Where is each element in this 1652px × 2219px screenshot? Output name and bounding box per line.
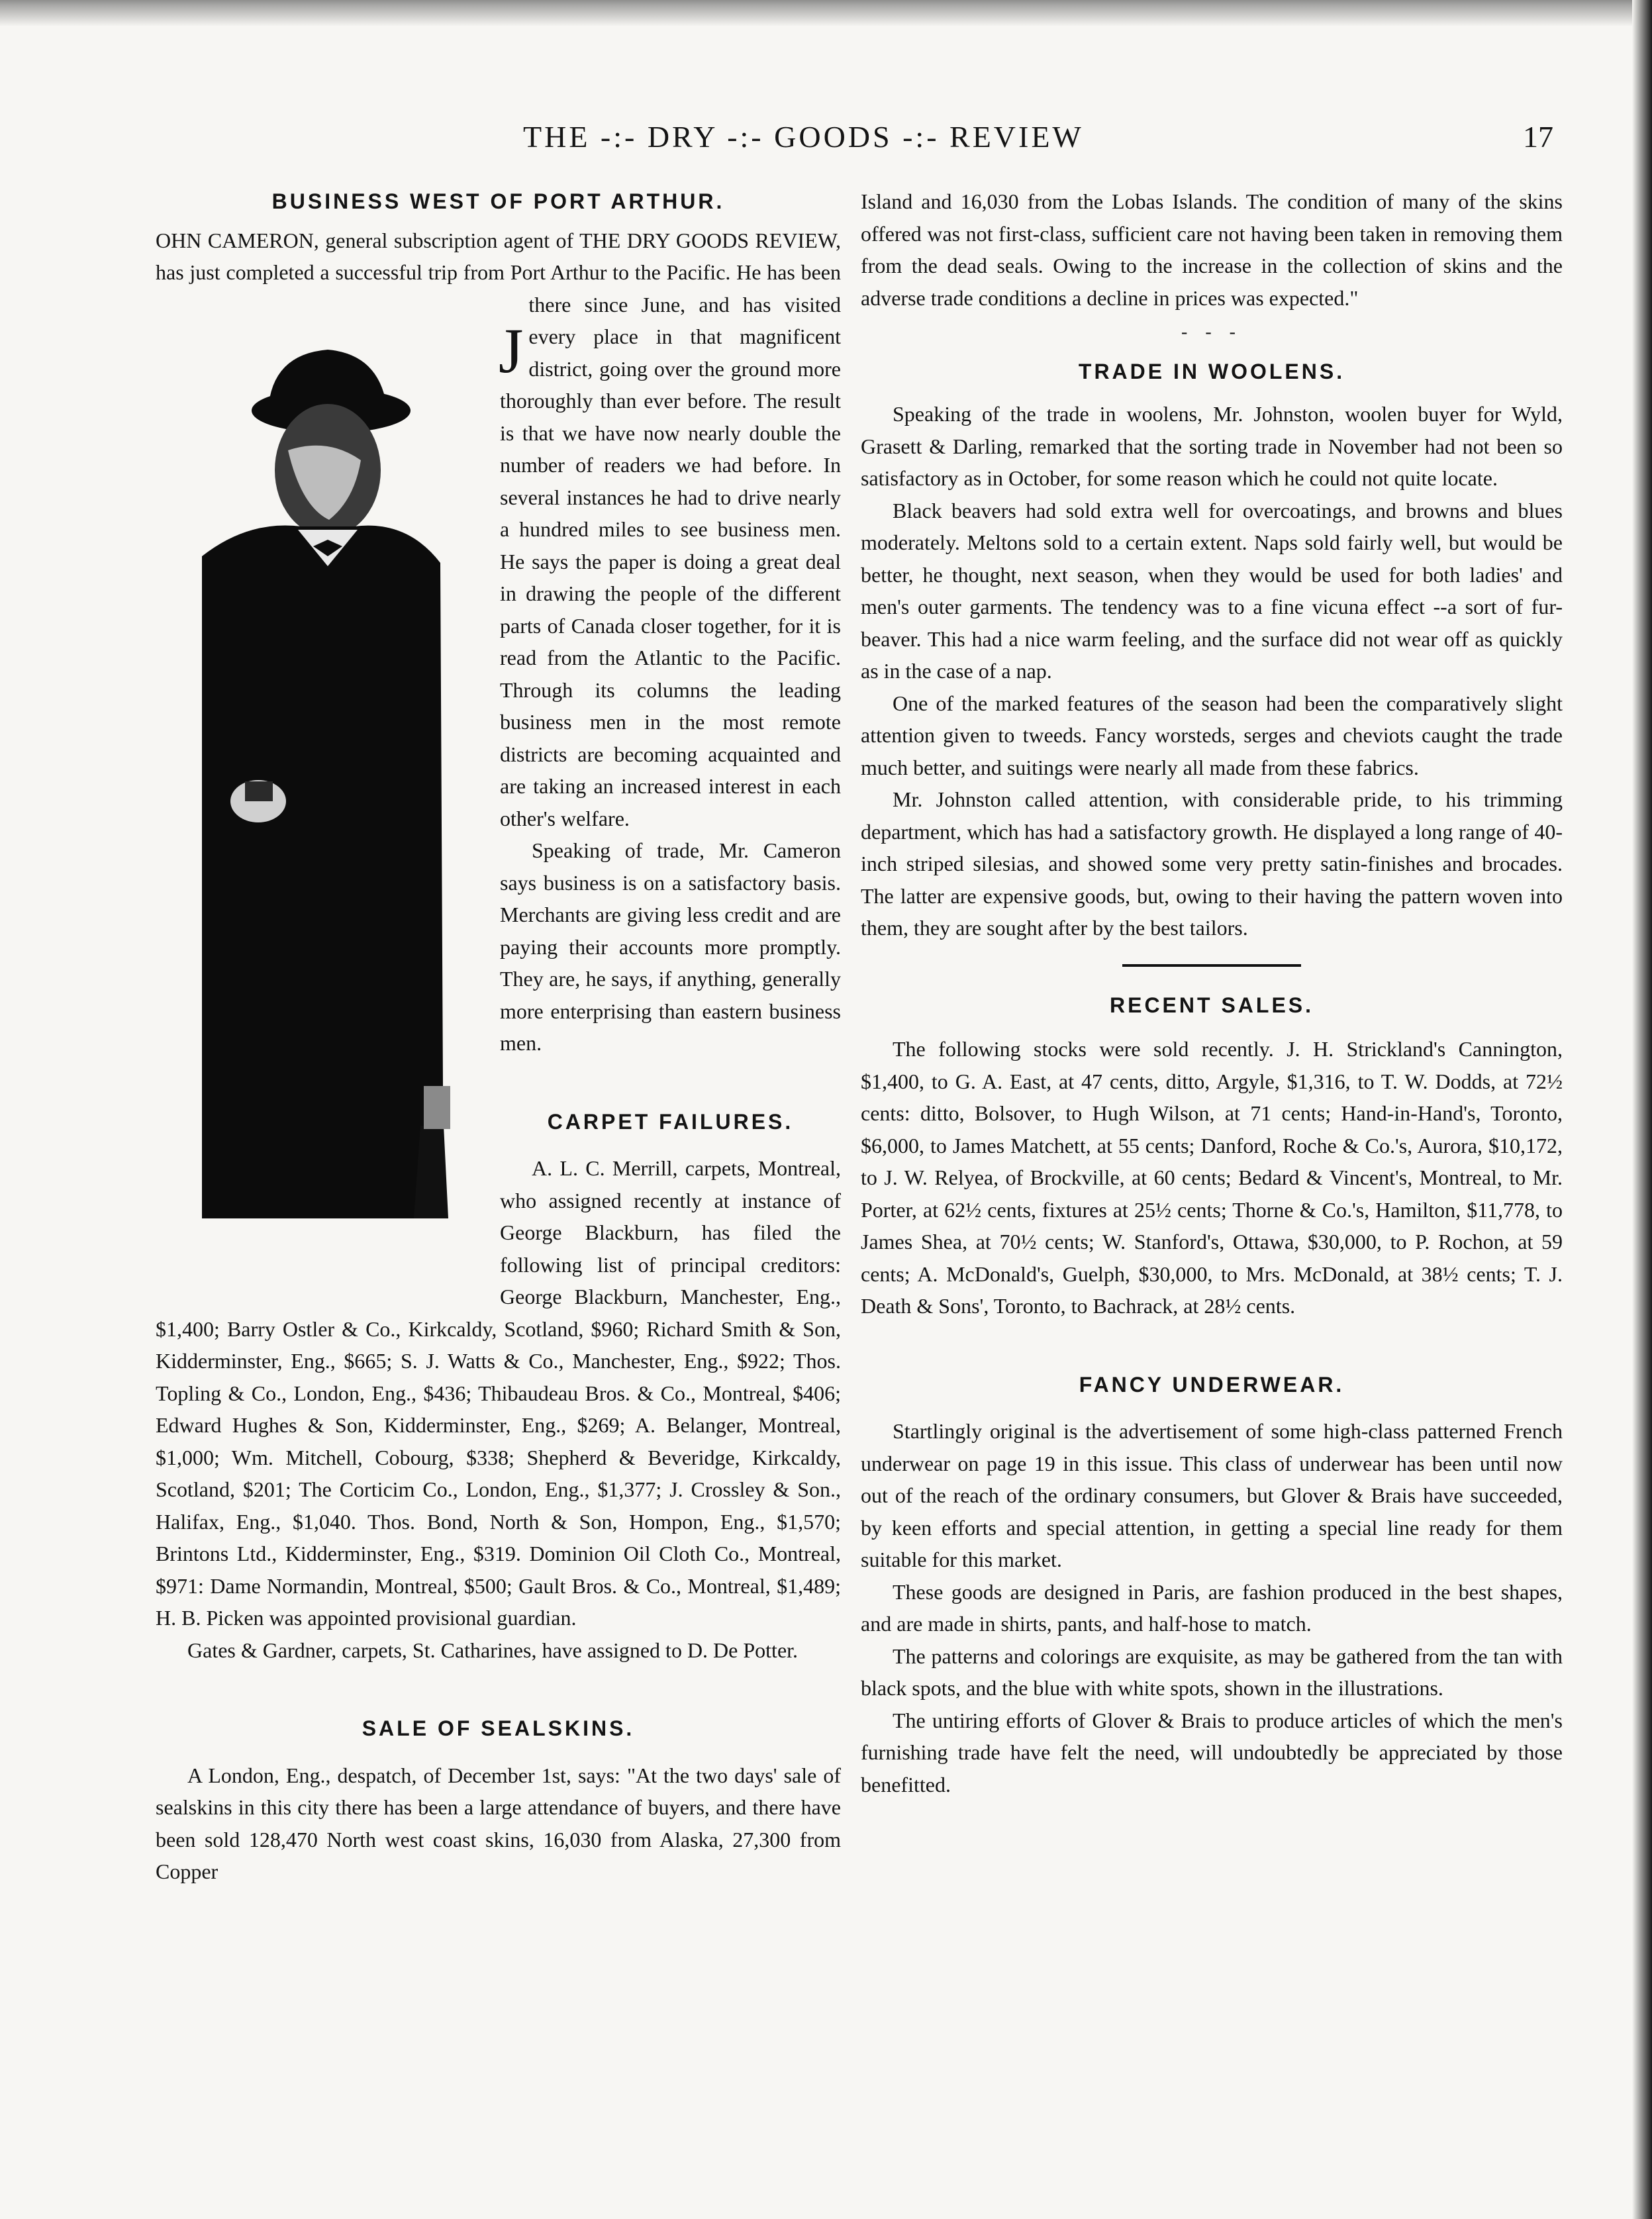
trade-woolens-paragraph-4: Mr. Johnston called attention, with considerable pride, to his trimming department, which has had a satisfactory growth. He displayed a long range of 40-inch striped silesias, and showed some very pretty satin-finishes and brocades. The latter are expensive goods, but, owing to their having the pattern woven into them, they are sought after by the best tailors. (861, 787, 1563, 940)
drop-cap: J (499, 315, 524, 386)
portrait-photo (142, 338, 487, 1225)
right-column (861, 185, 1563, 1800)
heading-fancy-underwear: FANCY UNDERWEAR. (1079, 1372, 1345, 1397)
fancy-underwear-paragraph-3: The patterns and colorings are exquisite, as may be gathered from the tan with black spots, and the blue with white spots, shown in the illustrations. (861, 1644, 1563, 1700)
section-rule (1122, 964, 1301, 967)
business-west-paragraph-2: Speaking of trade, Mr. Cameron says business is on a satisfactory basis. Merchants are giving less credit and are paying their accounts more promptly. They are, he says, if anything, generally more enterprising than eastern business men. (500, 838, 841, 1055)
heading-trade-woolens: TRADE IN WOOLENS. (1078, 359, 1345, 383)
scan-top-edge (0, 0, 1652, 46)
trade-woolens-paragraph-2: Black beavers had sold extra well for overcoatings, and browns and blues moderately. Meltons sold to a certain extent. Naps sold fairly well, but would be better, he thought, next season, when they would be used for both ladies' and men's outer garments. The tendency was to a fine vicuna effect --a sort of fur-beaver. This had a nice warm feeling, and the surface did not wear off as quickly as in the case of a nap. (861, 498, 1563, 683)
trade-woolens-paragraph-1: Speaking of the trade in woolens, Mr. Johnston, woolen buyer for Wyld, Grasett & Darling, remarked that the sorting trade in November had not been so satisfactory as in October, for some reason which he could not quite locate. (861, 402, 1563, 490)
scan-right-edge (1632, 0, 1652, 2219)
publication-title: THE -:- DRY -:- GOODS -:- REVIEW (523, 120, 1084, 154)
recent-sales-paragraph-1: The following stocks were sold recently. J. H. Strickland's Cannington, $1,400, to G. A. East, at 47 cents, ditto, Argyle, $1,316, to T. W. Dodds, at 72½ cents: ditto, Bolsover, to Hugh Wilson, at 71 cents; Hand-in-Hand's, Toronto, $6,000, to James Matchett, at 55 cents; Danford, Roche & Co.'s, Aurora, $10,172, to J. W. Relyea, of Brockville, at 60 cents; Bedard & Vincent's, Montreal, to Mr. Porter, at 62½ cents, fixtures at 25½ cents; Thorne & Co.'s, Hamilton, $11,778, to James Shea, at 70½ cents; W. Stanford's, Ottawa, $30,000, to P. Rochon, at 59 cents; A. McDonald's, Guelph, $30,000, to Mrs. McDonald, at 38½ cents; T. J. Death & Sons', Toronto, to Bachrack, at 28½ cents. (861, 1037, 1563, 1318)
separator-dash: - - - (1181, 322, 1242, 342)
fancy-underwear-paragraph-4: The untiring efforts of Glover & Brais to produce articles of which the men's furnishing trade have felt the need, will undoubtedly be appreciated by those benefitted. (861, 1708, 1563, 1797)
heading-recent-sales: RECENT SALES. (1109, 993, 1314, 1017)
heading-business-west: BUSINESS WEST OF PORT ARTHUR. (271, 189, 725, 213)
trade-woolens-paragraph-3: One of the marked features of the season had been the comparatively slight attention given to tweeds. Fancy worsteds, serges and cheviots caught the trade much better, and suitings were nearly all made from these fabrics. (861, 691, 1563, 779)
sale-sealskins-paragraph-1: A London, Eng., despatch, of December 1st, says: "At the two days' sale of sealskins in this city there has been a large attendance of buyers, and there have been sold 128,470 North west coast skins, 16,030 from Alaska, 27,300 from Copper (156, 1763, 841, 1883)
sealskins-continued: Island and 16,030 from the Lobas Islands. The condition of many of the skins offered was not first-class, sufficient care not having been taken in removing them from the dead seals. Owing to the increase in the collection of skins and the adverse trade conditions a decline in prices was expected." (861, 189, 1563, 310)
page-number: 17 (1523, 120, 1553, 154)
heading-sale-sealskins: SALE OF SEALSKINS. (362, 1716, 635, 1740)
carpet-failures-paragraph-1: A. L. C. Merrill, carpets, Montreal, who assigned recently at instance of George Blackburn, has filed the following list of principal creditors: George Blackburn, Manchester, Eng., $1,400; Barry Ostler & Co., Kirkcaldy, Scotland, $960; Richard Smith & Son, Kidderminster, Eng., $665; S. J. Watts & Co., Manchester, Eng., $922; Thos. Topling & Co., London, Eng., $436; Thibaudeau Bros. & Co., Montreal, $406; Edward Hughes & Son, Kidderminster, Eng., $269; A. Belanger, Montreal, $1,000; Wm. Mitchell, Cobourg, $338; Shepherd & Beveridge, Kirkcaldy, Scotland, $201; The Corticim Co., London, Eng., $1,377; J. Crossley & Son., Halifax, Eng., $1,040. Thos. Bond, North & Son, Hompon, Eng., $1,570; Brintons Ltd., Kidderminster, Eng., $319. Dominion Oil Cloth Co., Montreal, $971: Dame Normandin, Montreal, $500; Gault Bros. & Co., Montreal, $1,489; H. B. Picken was appointed provisional guardian. (156, 1156, 841, 1630)
heading-carpet-failures: CARPET FAILURES. (547, 1109, 794, 1134)
page-header (0, 119, 1652, 166)
carpet-failures-paragraph-2: Gates & Gardner, carpets, St. Catharines, have assigned to D. De Potter. (187, 1638, 799, 1662)
business-west-text-1: OHN CAMERON, general subscription agent of THE DRY GOODS REVIEW, has just completed a successful trip from Port Arthur to the Pacific. He has been there since June, and has visited every place in that magnificent district, going over the ground more thoroughly than ever before. The result is that we have now nearly double the number of readers we had before. In several instances he had to drive nearly a hundred miles to see business men. He says the paper is doing a great deal in drawing the people of the different parts of Canada closer together, for it is read from the Atlantic to the Pacific. Through its columns the leading business men in the most remote districts are becoming acquainted and are taking an increased interest in each other's welfare. (156, 228, 841, 830)
fancy-underwear-paragraph-1: Startlingly original is the advertisement of some high-class patterned French underwear on page 19 in this issue. This class of underwear has been until now out of the reach of the ordinary consumers, but Glover & Brais have succeeded, by keen efforts and special attention, in getting a special line ready for them suitable for this market. (861, 1419, 1563, 1571)
fancy-underwear-paragraph-2: These goods are designed in Paris, are fashion produced in the best shapes, and are made in shirts, pants, and half-hose to match. (861, 1579, 1563, 1636)
